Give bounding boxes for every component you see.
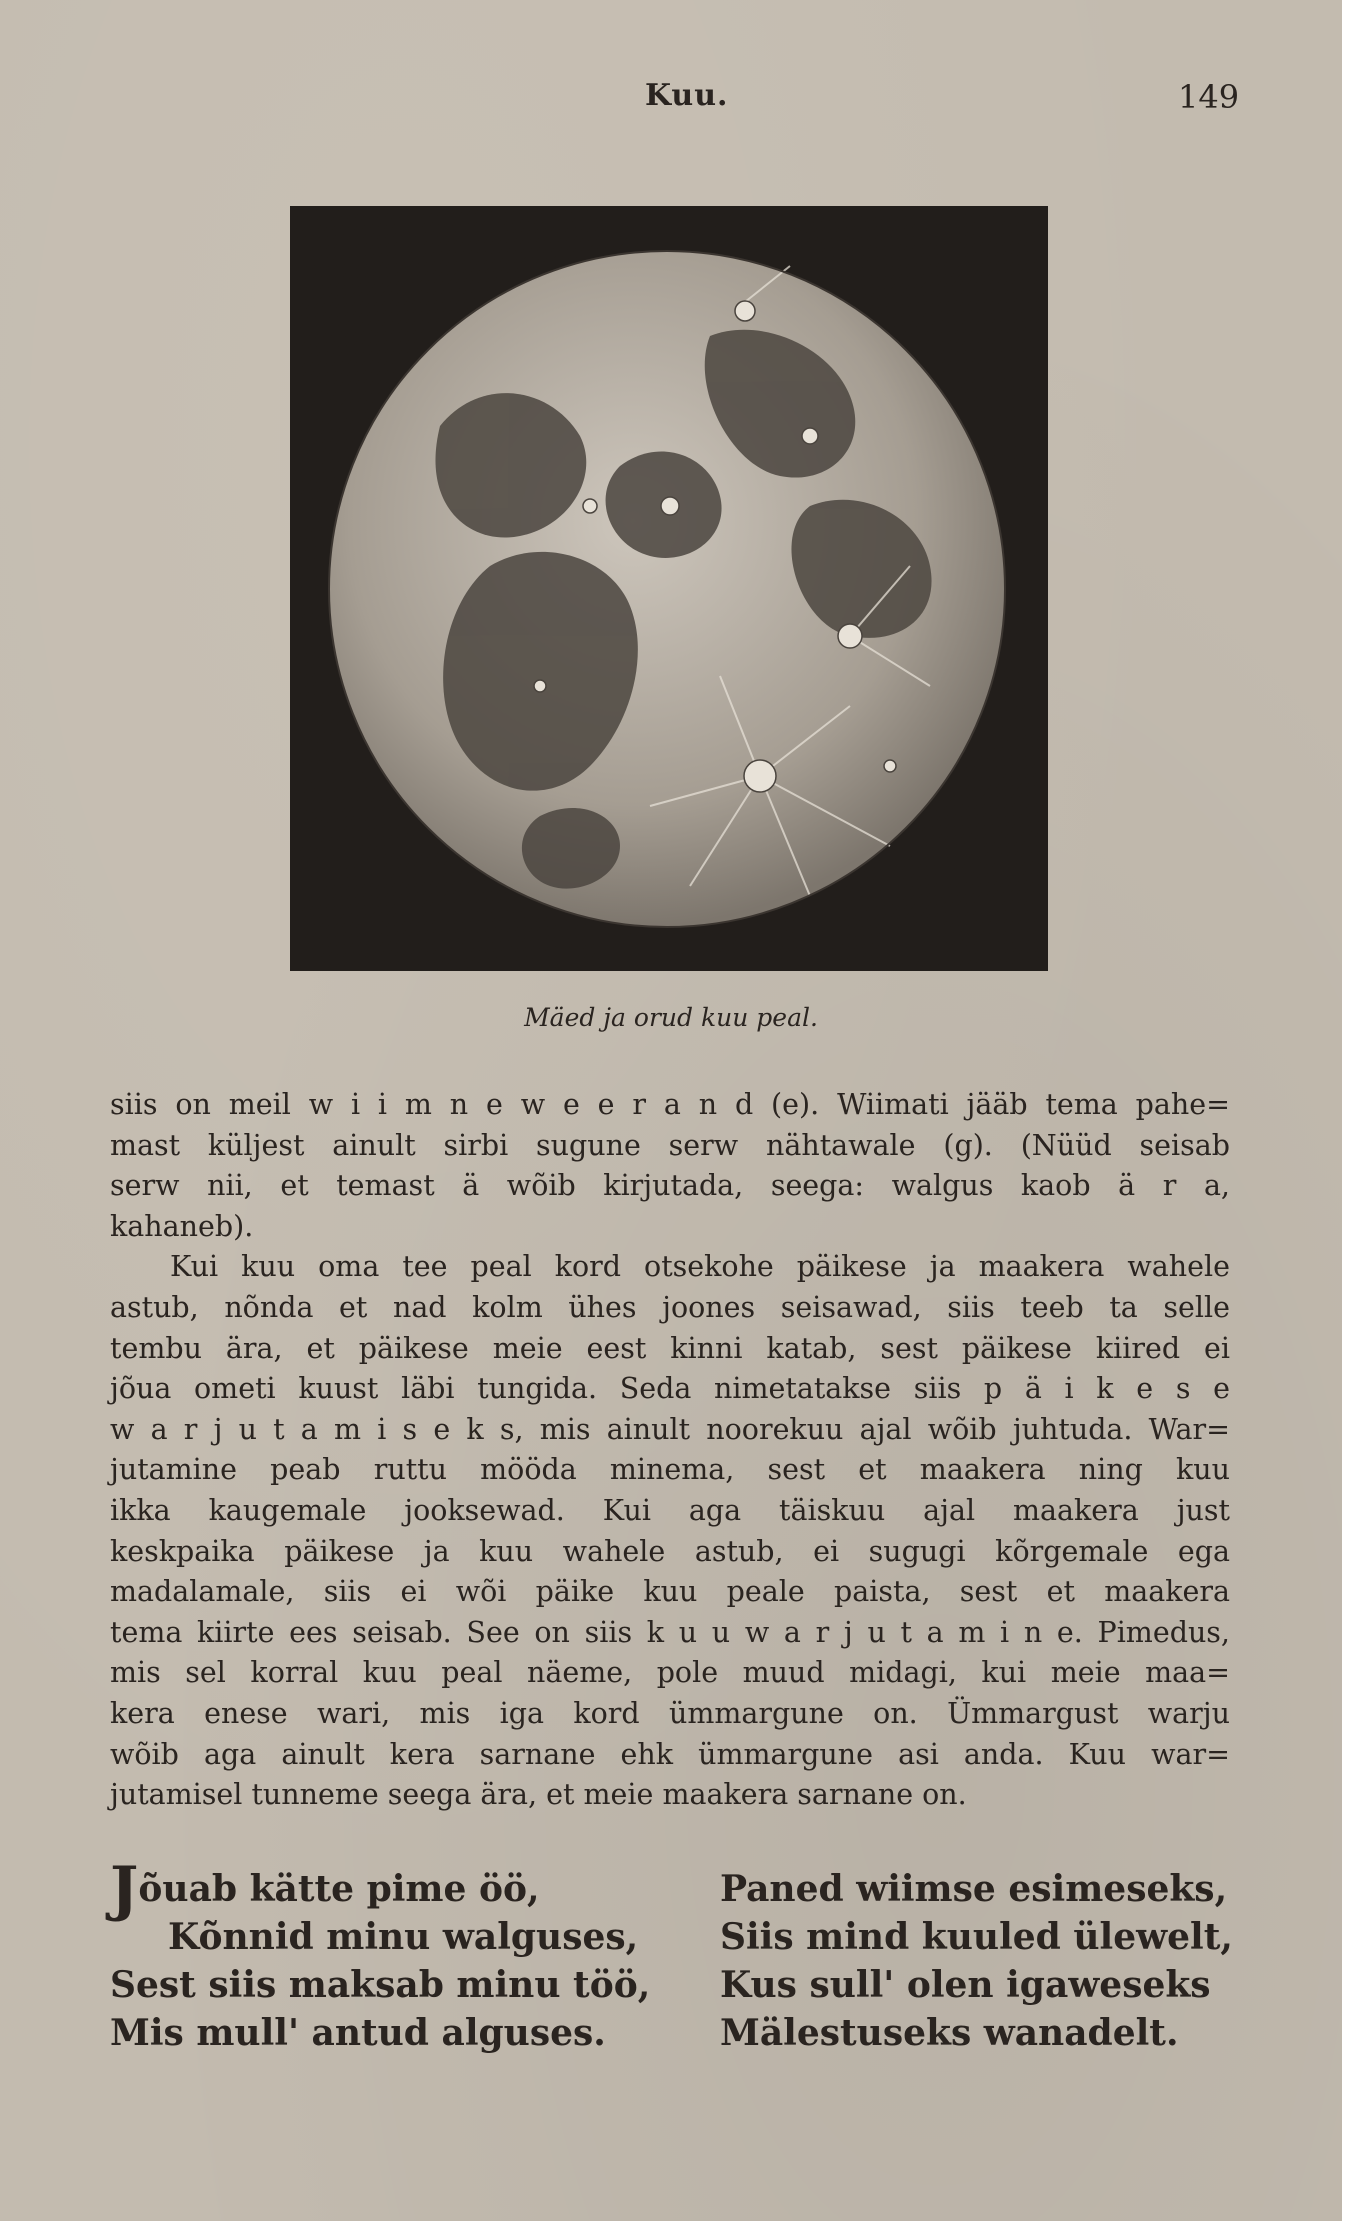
poem-line: Siis mind kuuled ülewelt, — [720, 1916, 1233, 1958]
poem-line: Mälestuseks wanadelt. — [720, 2012, 1179, 2054]
poem-line: Mis mull' antud alguses. — [110, 2012, 606, 2054]
poem-line-text: õuab kätte pime öö, — [138, 1868, 540, 1910]
moon-illustration — [290, 206, 1048, 971]
drop-cap: J — [110, 1854, 139, 1924]
text-line: mast küljest ainult sirbi sugune serw nähtawale (g). (Nüüd seisab — [110, 1128, 1230, 1162]
page-edge — [1342, 0, 1350, 2221]
poem-right-stanza — [720, 1865, 1233, 2057]
text-line: tembu ära, et päikese meie eest kinni katab, sest päikese kiired ei — [110, 1331, 1230, 1365]
text-line: jutamisel tunneme seega ära, et meie maakera sarnane on. — [110, 1778, 967, 1812]
text-line: ikka kaugemale jooksewad. Kui aga täiskuu ajal maakera just — [110, 1493, 1230, 1527]
text-line: serw nii, et temast ä wõib kirjutada, seega: walgus kaob ä r a, — [110, 1169, 1230, 1203]
poem-line: Kus sull' olen igaweseks — [720, 1964, 1211, 2006]
text-line: kahaneb). — [110, 1209, 254, 1243]
running-title: Kuu. — [645, 78, 729, 113]
text-line: tema kiirte ees seisab. See on siis k u u w a r j u t a m i n e. Pimedus, — [110, 1615, 1230, 1649]
body-text — [110, 1085, 1230, 1816]
moon-engraving — [290, 206, 1048, 971]
text-line: wõib aga ainult kera sarnane ehk ümmargune asi anda. Kuu war= — [110, 1737, 1230, 1771]
running-header — [0, 78, 1342, 118]
poem-line: Kõnnid minu walguses, — [168, 1916, 639, 1958]
poem-line: Paned wiimse esimeseks, — [720, 1868, 1228, 1910]
text-line: Kui kuu oma tee peal kord otsekohe päikese ja maakera wahele — [170, 1250, 1230, 1284]
text-line: mis sel korral kuu peal näeme, pole muud midagi, kui meie maa= — [110, 1656, 1230, 1690]
text-line: jutamine peab ruttu mööda minema, sest et maakera ning kuu — [110, 1453, 1230, 1487]
page-number: 149 — [1178, 78, 1240, 116]
poem-left-stanza — [110, 1854, 651, 2057]
text-line: kera enese wari, mis iga kord ümmargune on. Ümmargust warju — [110, 1696, 1230, 1730]
text-line: keskpaika päikese ja kuu wahele astub, ei sugugi kõrgemale ega — [110, 1534, 1230, 1568]
poem-line — [110, 1854, 650, 1924]
figure-caption: Mäed ja orud kuu peal. — [524, 1003, 818, 1032]
text-line: madalamale, siis ei wõi päike kuu peale paista, sest et maakera — [110, 1575, 1230, 1609]
text-line: w a r j u t a m i s e k s, mis ainult noorekuu ajal wõib juhtuda. War= — [110, 1412, 1230, 1446]
text-line: siis on meil w i i m n e w e e r a n d (e). Wiimati jääb tema pahe= — [110, 1088, 1230, 1121]
text-line: astub, nõnda et nad kolm ühes joones seisawad, siis teeb ta selle — [110, 1290, 1230, 1324]
poem-line: Sest siis maksab minu töö, — [110, 1964, 651, 2006]
text-line: jõua ometi kuust läbi tungida. Seda nimetatakse siis p ä i k e s e — [110, 1372, 1230, 1406]
